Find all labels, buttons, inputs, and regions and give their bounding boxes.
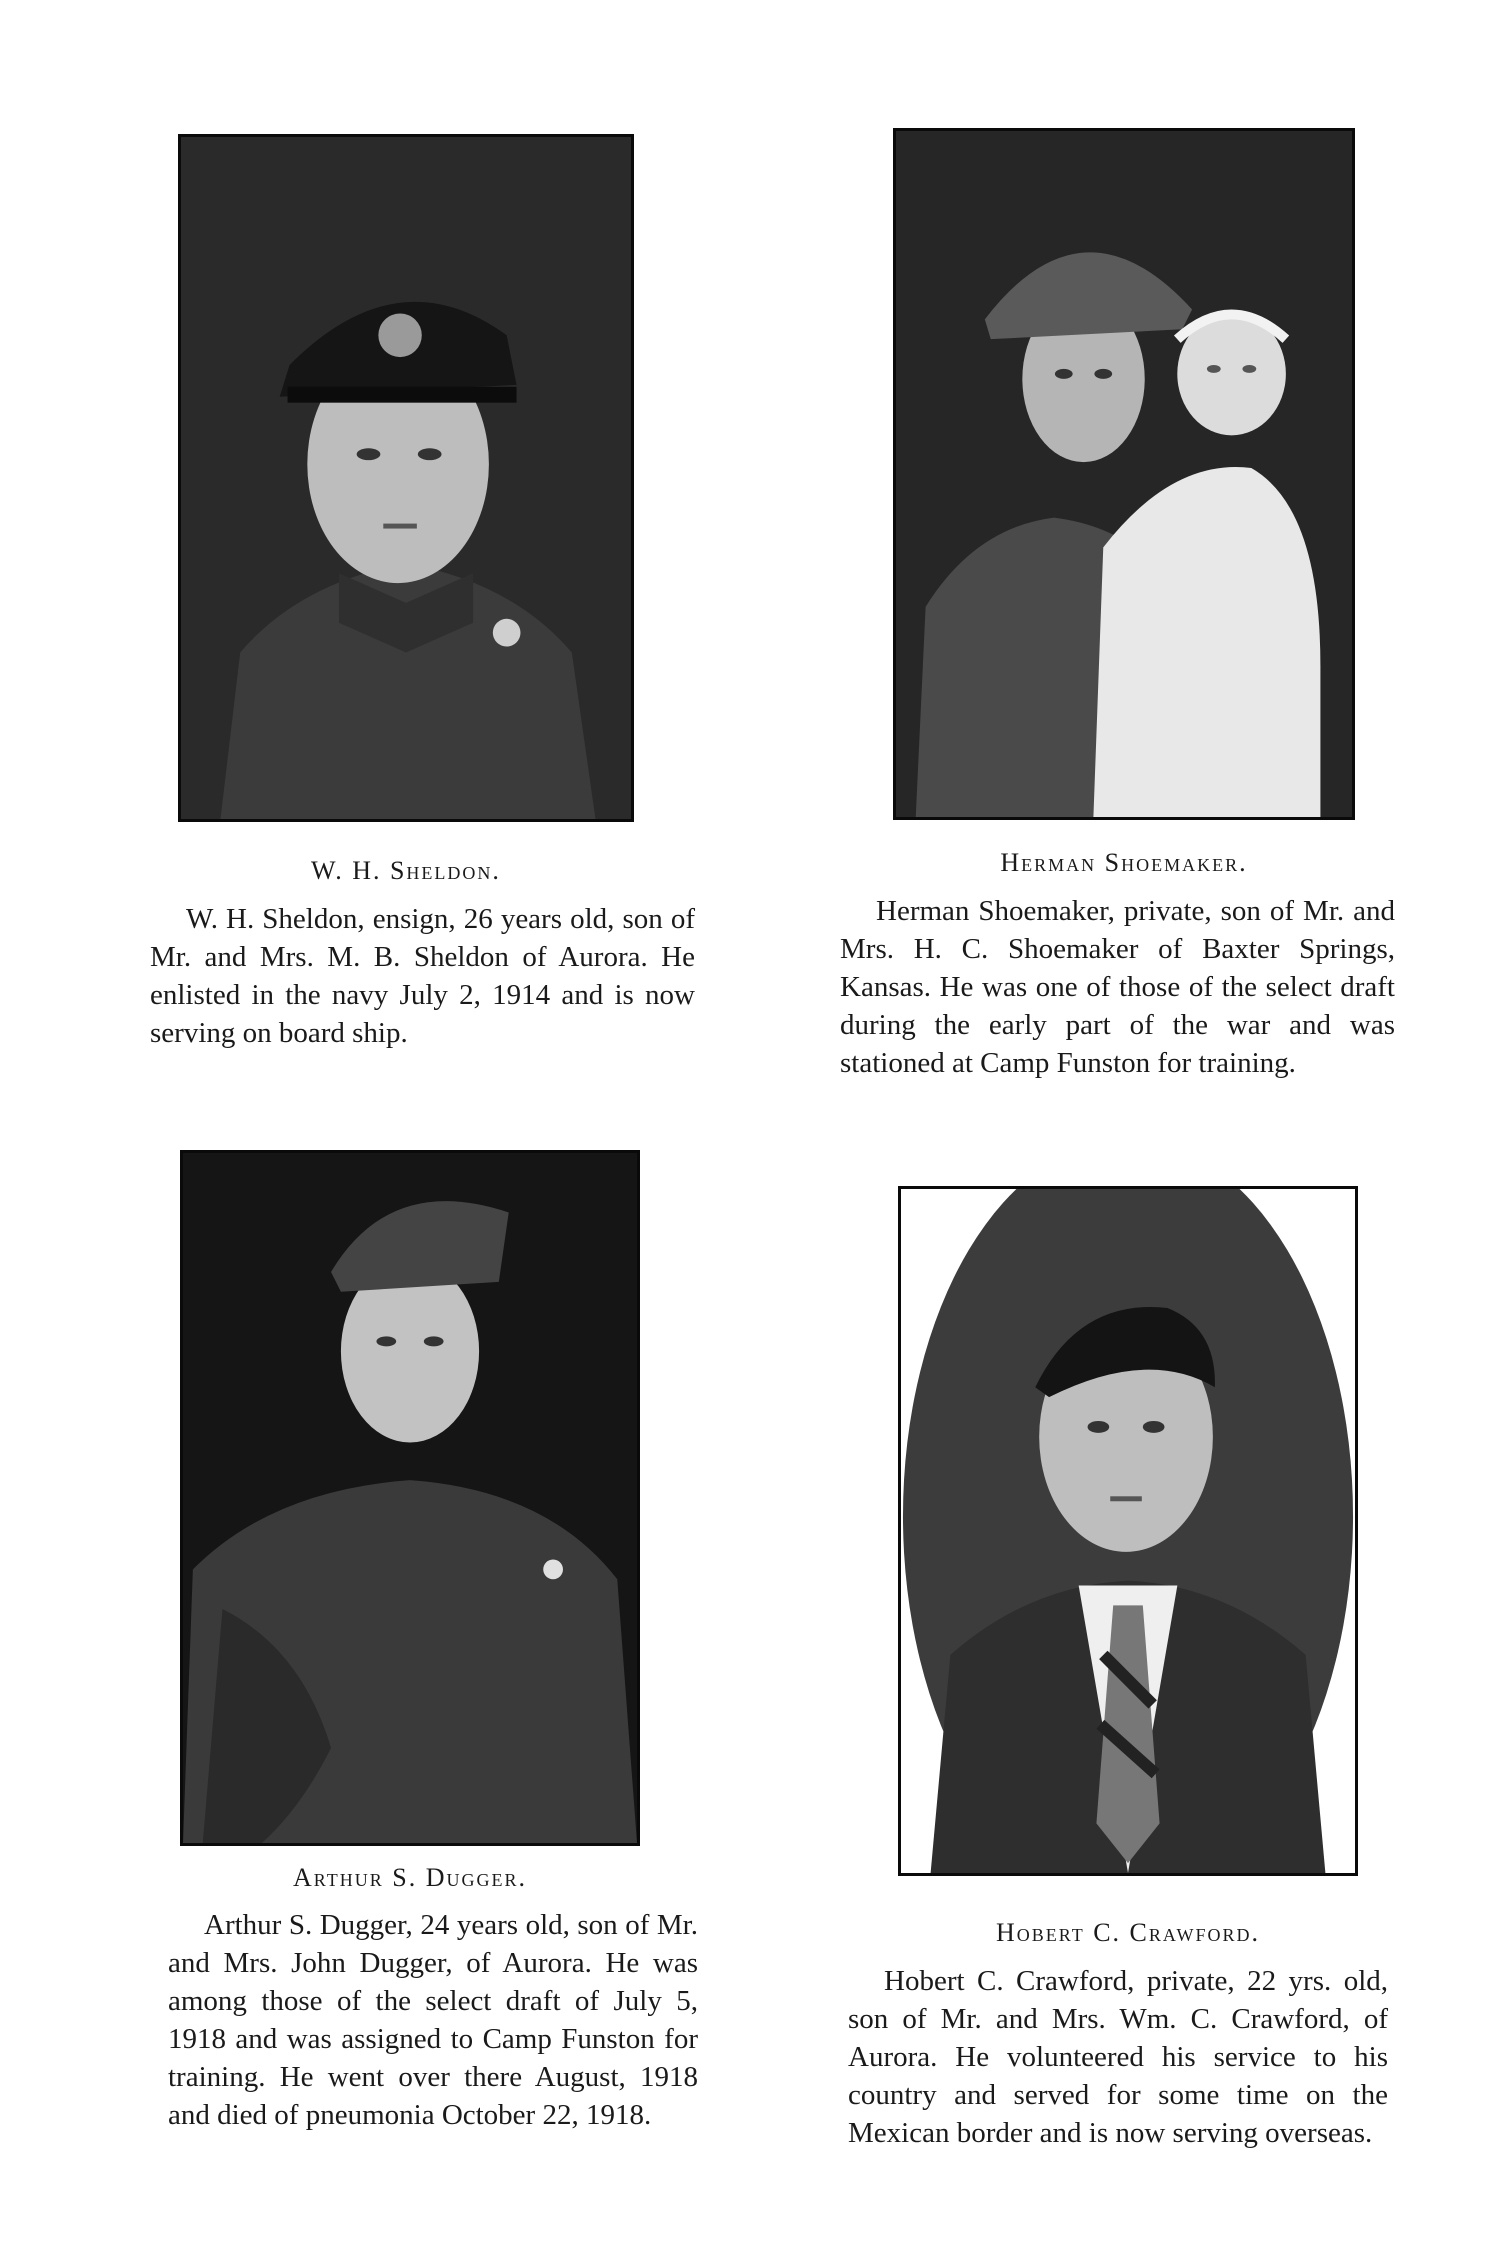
bio-crawford: Hobert C. Crawford, private, 22 yrs. old, son of Mr. and Mrs. Wm. C. Crawford, of Aurora. He volunteered his service to his country and served for some time on the Mexican border and is now serving overseas. <box>848 1965 1388 2149</box>
caption-crawford: Hobert C. Crawford. <box>996 1918 1260 1947</box>
portrait-man-with-child-icon <box>896 131 1352 817</box>
photo-sheldon <box>178 134 634 822</box>
caption-shoemaker: Herman Shoemaker. <box>1000 848 1248 877</box>
caption-dugger: Arthur S. Dugger. <box>293 1863 527 1892</box>
photo-crawford <box>898 1186 1358 1876</box>
portrait-soldier-icon <box>183 1153 637 1843</box>
bio-shoemaker: Herman Shoemaker, private, son of Mr. and Mrs. H. C. Shoemaker of Baxter Springs, Kansas. He was one of those of the select draft during the early part of the war and was stationed at Camp Funston for training. <box>840 895 1395 1079</box>
bio-dugger: Arthur S. Dugger, 24 years old, son of Mr. and Mrs. John Dugger, of Aurora. He was among those of the select draft of July 5, 1918 and was assigned to Camp Funston for training. He went over there August, 1918 and died of pneumonia October 22, 1918. <box>168 1909 698 2131</box>
portrait-man-in-suit-icon <box>901 1189 1355 1873</box>
photo-dugger <box>180 1150 640 1846</box>
portrait-navy-officer-icon <box>181 137 631 819</box>
caption-sheldon: W. H. Sheldon. <box>311 856 501 885</box>
bio-sheldon: W. H. Sheldon, ensign, 26 years old, son of Mr. and Mrs. M. B. Sheldon of Aurora. He enlisted in the navy July 2, 1914 and is now serving on board ship. <box>150 903 695 1049</box>
photo-shoemaker <box>893 128 1355 820</box>
